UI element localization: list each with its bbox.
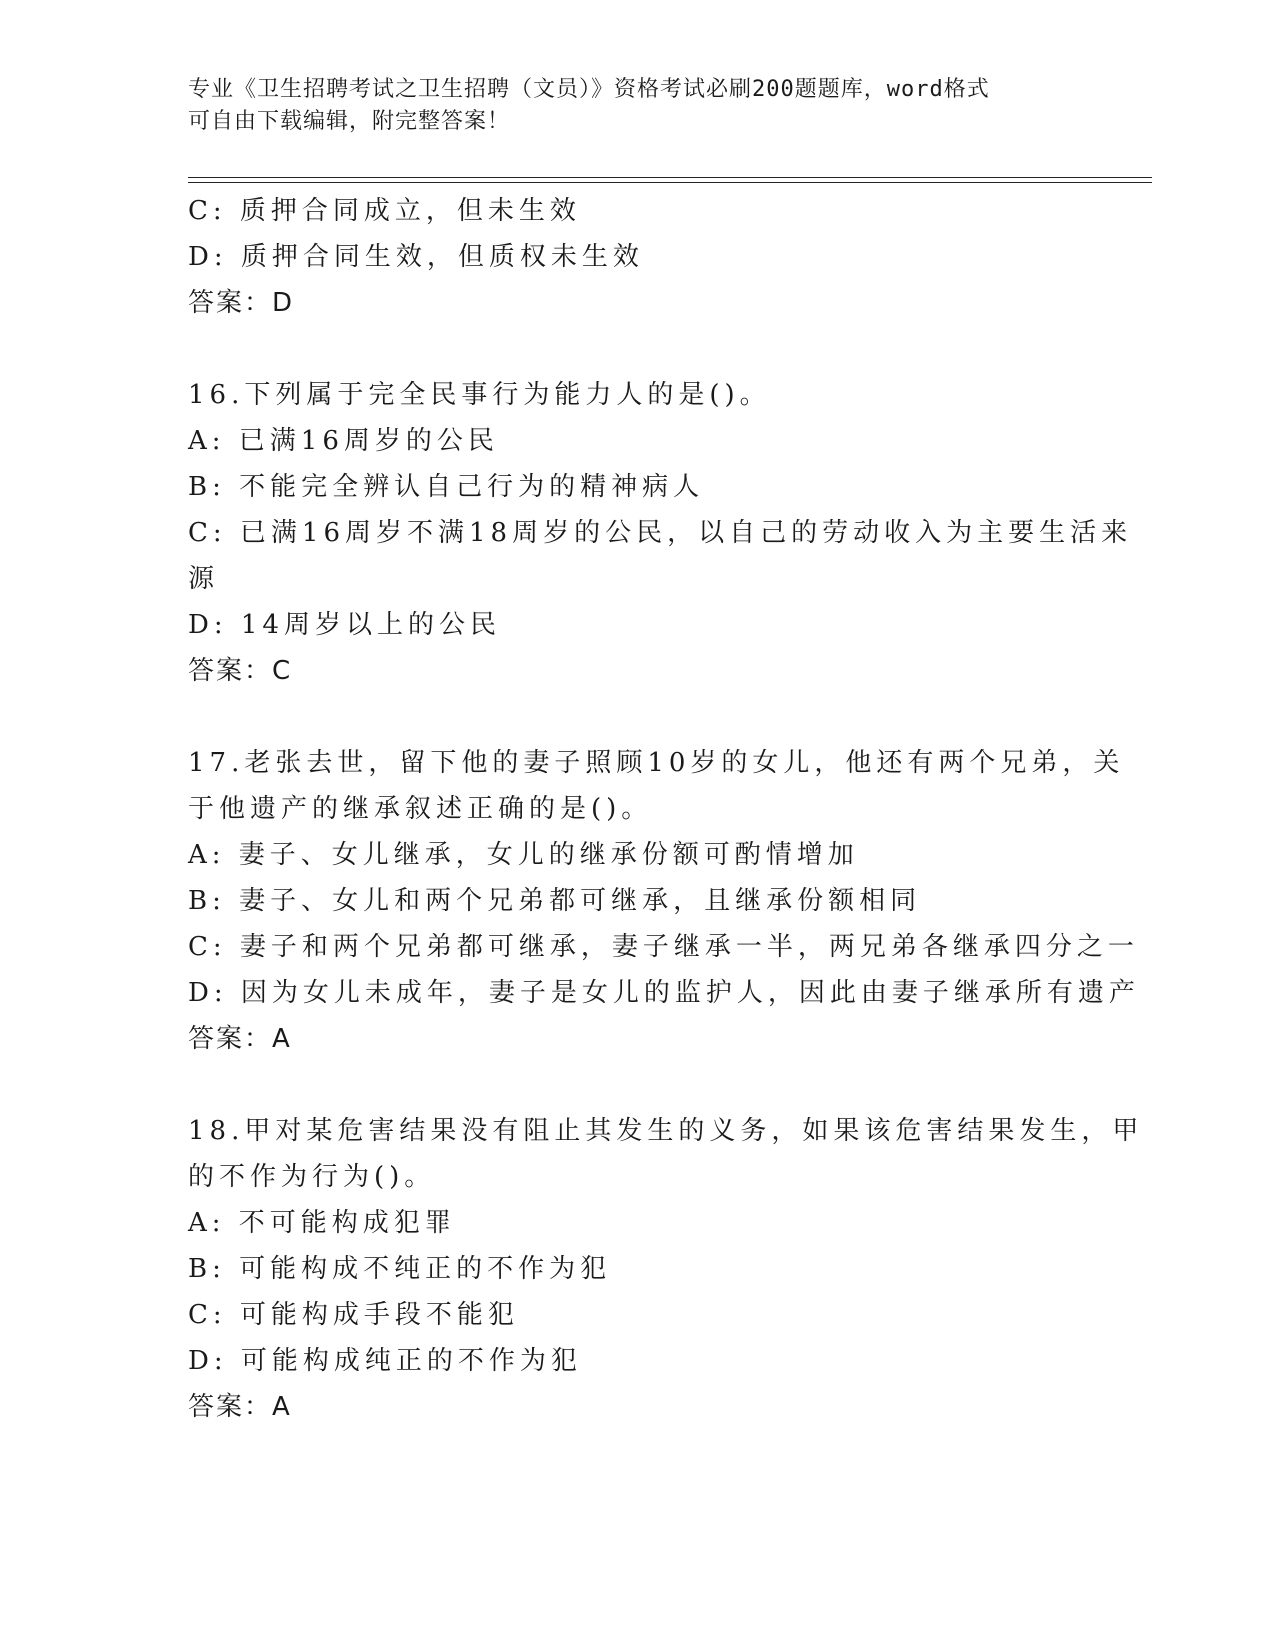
option-c: C: 已满16周岁不满18周岁的公民，以自己的劳动收入为主要生活来 bbox=[188, 518, 1133, 548]
option-b: B: 妻子、女儿和两个兄弟都可继承，且继承份额相同 bbox=[188, 886, 922, 916]
answer-line: 答案：A bbox=[188, 1024, 292, 1054]
question-15-tail bbox=[188, 188, 1088, 326]
option-a: A: 妻子、女儿继承，女儿的继承份额可酌情增加 bbox=[188, 840, 859, 870]
option-a: A: 已满16周岁的公民 bbox=[188, 426, 499, 456]
option-c-continued: 源 bbox=[188, 564, 220, 594]
option-b: B: 不能完全辨认自己行为的精神病人 bbox=[188, 472, 705, 502]
option-a: A: 不可能构成犯罪 bbox=[188, 1208, 456, 1238]
option-d: D: 质押合同生效，但质权未生效 bbox=[188, 242, 644, 272]
header-title-line-1: 专业《卫生招聘考试之卫生招聘（文员）》资格考试必刷200题题库，word格式 bbox=[188, 77, 990, 102]
option-c: C: 质押合同成立，但未生效 bbox=[188, 196, 581, 226]
answer-line: 答案：A bbox=[188, 1392, 292, 1422]
question-17 bbox=[188, 740, 1140, 1062]
question-list bbox=[188, 188, 1144, 1430]
document-header bbox=[188, 74, 1068, 138]
option-d: D: 可能构成纯正的不作为犯 bbox=[188, 1346, 582, 1376]
option-c: C: 可能构成手段不能犯 bbox=[188, 1300, 519, 1330]
header-divider-top bbox=[188, 177, 1152, 178]
option-d: D: 因为女儿未成年，妻子是女儿的监护人，因此由妻子继承所有遗产 bbox=[188, 978, 1140, 1008]
option-b: B: 可能构成不纯正的不作为犯 bbox=[188, 1254, 612, 1284]
header-divider-bottom bbox=[188, 182, 1152, 183]
spacer bbox=[188, 1062, 1088, 1108]
header-title-line-2: 可自由下载编辑，附完整答案！ bbox=[188, 109, 511, 134]
answer-line: 答案：C bbox=[188, 656, 293, 686]
question-18 bbox=[188, 1108, 1144, 1430]
option-d: D: 14周岁以上的公民 bbox=[188, 610, 501, 640]
question-16 bbox=[188, 372, 1133, 694]
spacer bbox=[188, 326, 1088, 372]
answer-line: 答案：D bbox=[188, 288, 295, 318]
question-stem: 16.下列属于完全民事行为能力人的是()。 bbox=[188, 380, 771, 410]
option-c: C: 妻子和两个兄弟都可继承，妻子继承一半，两兄弟各继承四分之一 bbox=[188, 932, 1139, 962]
question-stem: 18.甲对某危害结果没有阻止其发生的义务，如果该危害结果发生，甲 bbox=[188, 1116, 1144, 1146]
spacer bbox=[188, 694, 1088, 740]
question-stem-continued: 于他遗产的继承叙述正确的是()。 bbox=[188, 794, 653, 824]
question-stem-continued: 的不作为行为()。 bbox=[188, 1162, 436, 1192]
question-stem: 17.老张去世，留下他的妻子照顾10岁的女儿，他还有两个兄弟，关 bbox=[188, 748, 1125, 778]
